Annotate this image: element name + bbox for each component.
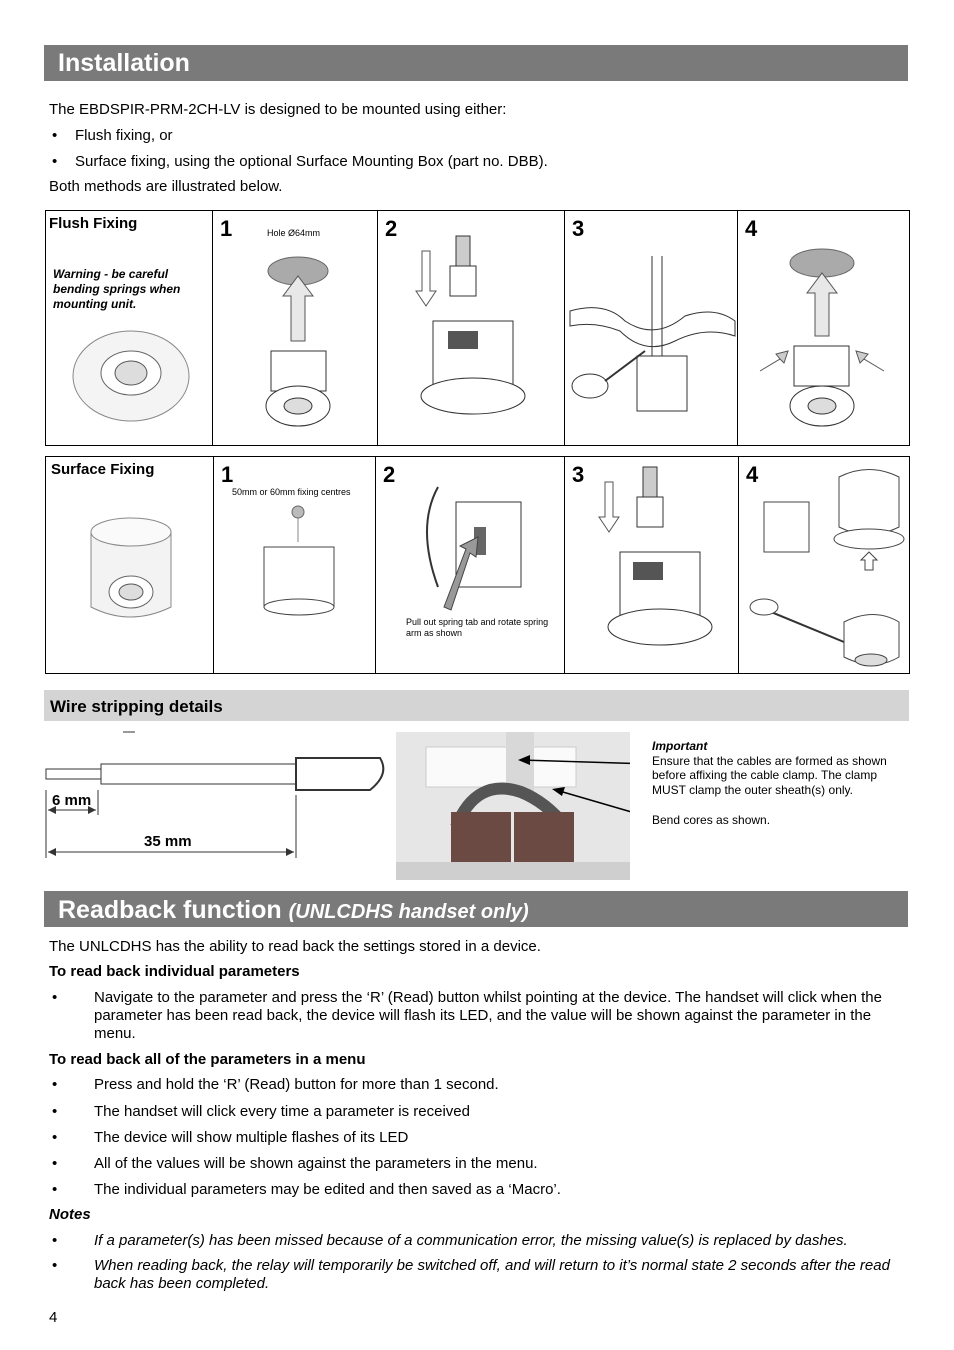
flush-title-cell	[46, 211, 213, 446]
cable-photo	[396, 732, 630, 880]
spring-caption: Pull out spring tab and rotate spring arm as shown	[406, 617, 549, 638]
individual-heading: To read back individual parameters	[49, 963, 300, 980]
bullet-icon: •	[52, 1181, 58, 1198]
all-heading: To read back all of the parameters in a menu	[49, 1051, 366, 1068]
flush-step-1	[213, 211, 378, 446]
readback-heading	[44, 891, 908, 927]
flush-fixing-table	[45, 210, 910, 446]
surface-step-1-illustration	[214, 457, 376, 672]
step-number: 3	[572, 462, 585, 487]
surface-step-4	[739, 457, 910, 674]
flush-step-1-illustration	[213, 211, 378, 444]
page-number: 4	[49, 1309, 58, 1326]
dim-long-label: 35 mm	[144, 833, 192, 850]
step-number: 2	[383, 462, 396, 487]
flush-step-3-illustration	[565, 211, 738, 444]
surface-step-2-illustration	[376, 457, 565, 672]
centres-caption: 50mm or 60mm fixing centres	[232, 487, 351, 497]
bullet-icon: •	[52, 1232, 58, 1249]
surface-title-cell	[46, 457, 214, 674]
bullet-icon: •	[52, 1155, 58, 1172]
note-item: If a parameter(s) has been missed because of a communication error, the missing value(s) is replaced by dashes.	[94, 1232, 848, 1249]
flush-step-2	[378, 211, 565, 446]
bullet-icon: •	[52, 1129, 58, 1146]
all-item: The handset will click every time a parameter is received	[94, 1103, 470, 1120]
all-item: All of the values will be shown against the parameters in the menu.	[94, 1155, 538, 1172]
wire-stripping-heading: Wire stripping details	[44, 690, 909, 721]
readback-subtitle: (UNLCDHS handset only)	[288, 901, 529, 923]
readback-title: Readback function	[58, 896, 282, 924]
readback-intro: The UNLCDHS has the ability to read back the settings stored in a device.	[49, 938, 541, 955]
surface-step-3	[565, 457, 739, 674]
flush-sensor-illustration	[46, 211, 213, 444]
bullet-icon: •	[52, 1076, 58, 1093]
surface-step-1	[214, 457, 376, 674]
step-number: 2	[385, 216, 398, 241]
step-number: 1	[221, 462, 234, 487]
bend-cores-text: Bend cores as shown.	[652, 813, 771, 827]
surface-step-2	[376, 457, 565, 674]
option-surface: Surface fixing, using the optional Surface Mounting Box (part no. DBB).	[75, 153, 548, 170]
step-number: 4	[746, 462, 759, 487]
all-item: The individual parameters may be edited and then saved as a ‘Macro’.	[94, 1181, 561, 1198]
important-label: Important	[652, 739, 708, 753]
installation-heading: Installation	[44, 45, 908, 81]
installation-intro: The EBDSPIR-PRM-2CH-LV is designed to be mounted using either:	[49, 101, 507, 118]
important-text: Ensure that the cables are formed as shown before affixing the cable clamp. The clamp MUST clamp the outer sheath(s) only.	[652, 753, 887, 797]
bullet-icon: •	[52, 989, 58, 1006]
surface-fixing-table	[45, 456, 910, 674]
step-number: 4	[745, 216, 758, 241]
wire-diagram	[40, 730, 390, 865]
individual-item: Navigate to the parameter and press the ‘R’ (Read) button whilst pointing at the device. The handset will click when the parameter has been read back, the device will flash its LED, and the value will be shown against the parameter in the menu.	[94, 989, 882, 1042]
option-flush: Flush fixing, or	[75, 127, 173, 144]
bullet-icon: •	[52, 127, 58, 144]
flush-step-3	[565, 211, 738, 446]
flush-step-4	[738, 211, 910, 446]
note-item: When reading back, the relay will temporarily be switched off, and will return to it’s normal state 2 seconds after the read back has been completed.	[94, 1257, 890, 1292]
flush-title: Flush Fixing	[49, 215, 138, 232]
surface-step-3-illustration	[565, 457, 739, 672]
all-item: Press and hold the ‘R’ (Read) button for more than 1 second.	[94, 1076, 499, 1093]
surface-title: Surface Fixing	[51, 461, 155, 478]
bullet-icon: •	[52, 1103, 58, 1120]
bullet-icon: •	[52, 153, 58, 170]
surface-box-illustration	[46, 457, 214, 672]
hole-caption: Hole Ø64mm	[267, 228, 321, 238]
step-number: 3	[572, 216, 585, 241]
surface-step-4-illustration	[739, 457, 910, 672]
flush-warning: Warning - be careful bending springs when mounting unit.	[53, 267, 181, 311]
bullet-icon: •	[52, 1257, 58, 1274]
cable-important-note	[652, 739, 912, 797]
notes-heading: Notes	[49, 1206, 91, 1223]
installation-outro: Both methods are illustrated below.	[49, 178, 283, 195]
flush-step-4-illustration	[738, 211, 910, 444]
flush-step-2-illustration	[378, 211, 565, 444]
all-item: The device will show multiple flashes of its LED	[94, 1129, 409, 1146]
step-number: 1	[220, 216, 233, 241]
dim-short-label: 6 mm	[52, 792, 92, 809]
